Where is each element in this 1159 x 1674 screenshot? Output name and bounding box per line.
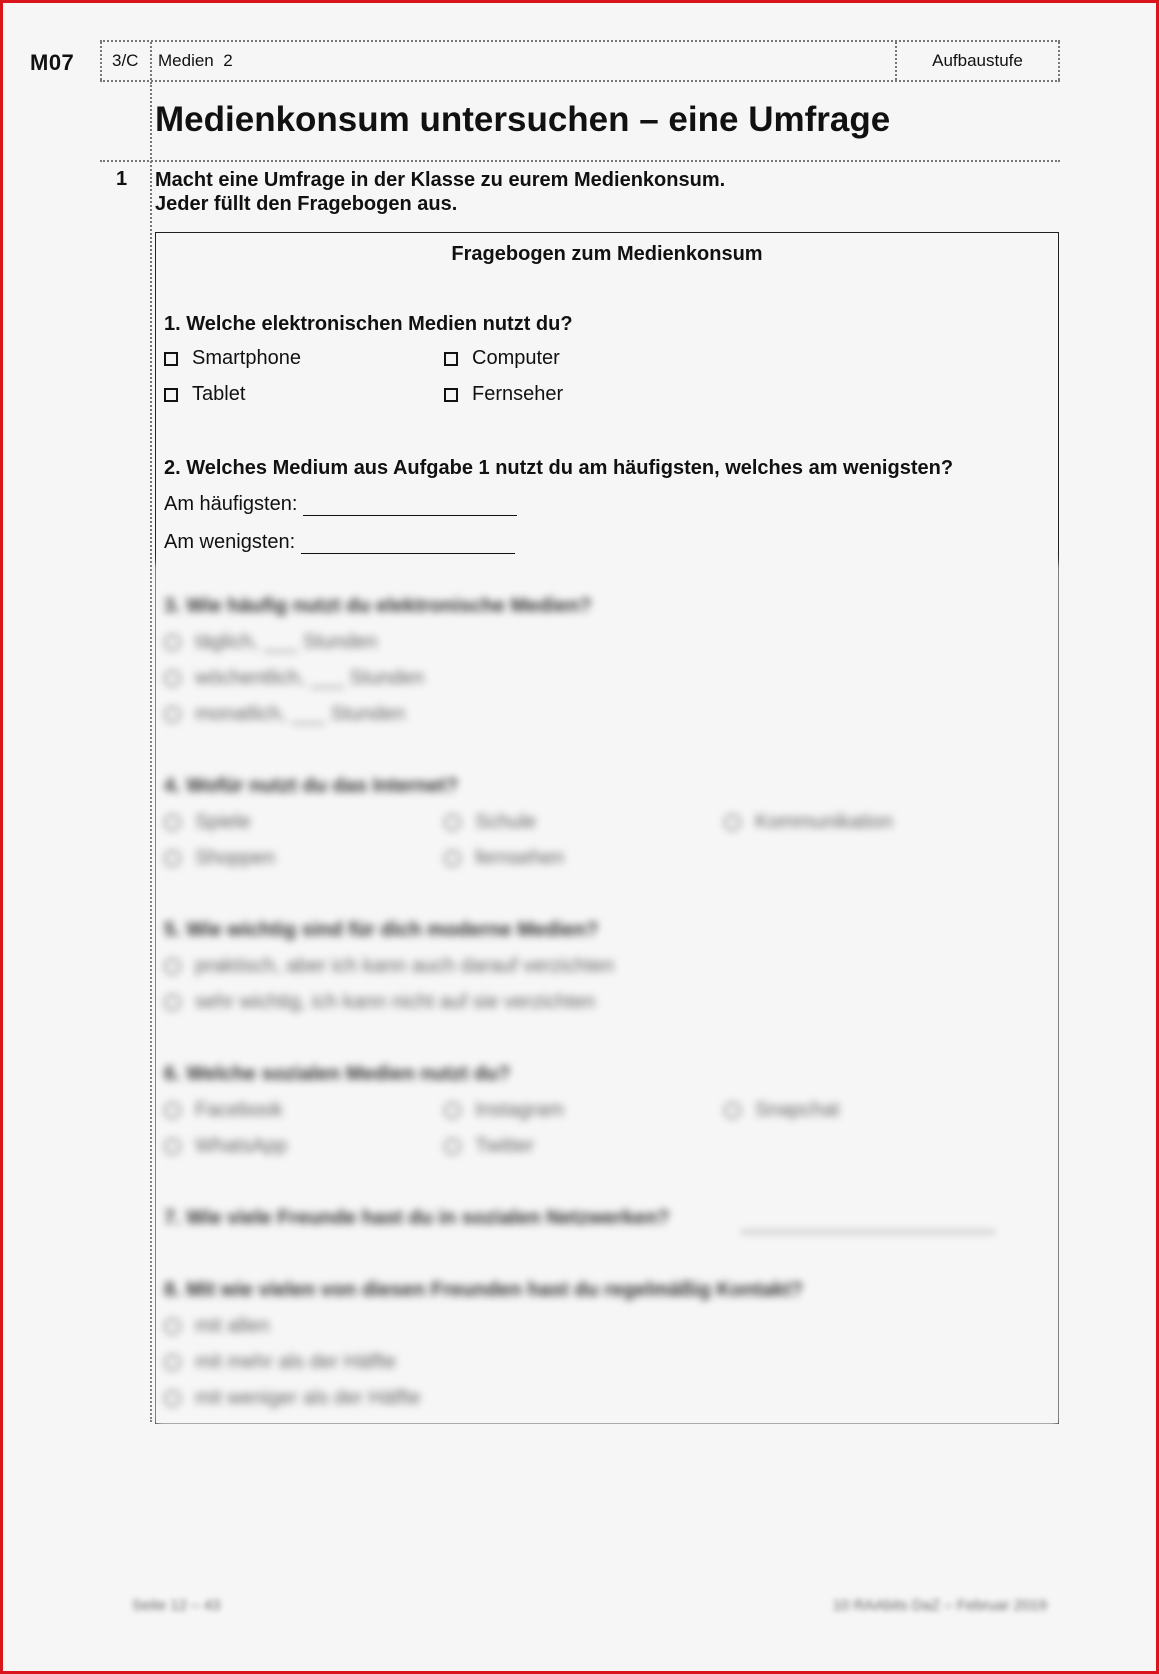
- page-title: Medienkonsum untersuchen – eine Umfrage: [155, 100, 891, 139]
- option-monthly[interactable]: monatlich, ___ Stunden: [164, 703, 405, 726]
- question-5: 5. Wie wichtig sind für dich moderne Medien?: [164, 919, 599, 941]
- checkbox-icon[interactable]: [164, 352, 178, 366]
- grade-level: 3/C: [100, 42, 150, 80]
- subject-label: Medien: [158, 51, 214, 70]
- option-shoppen[interactable]: Shoppen: [164, 847, 275, 870]
- option-smartphone[interactable]: Smartphone: [164, 347, 301, 370]
- radio-icon[interactable]: [444, 1138, 461, 1155]
- option-weekly[interactable]: wöchentlich, ___ Stunden: [164, 667, 424, 690]
- blurred-section: [156, 563, 1058, 1425]
- subject-cell: [150, 42, 233, 80]
- option-fernsehen[interactable]: fernsehen: [444, 847, 564, 870]
- option-weniger-als-haelfte[interactable]: mit weniger als der Hälfte: [164, 1387, 421, 1410]
- margin-divider: [150, 82, 152, 1422]
- level-label: Aufbaustufe: [895, 42, 1060, 80]
- footer-publisher: 10 RAAbits DaZ – Februar 2019: [832, 1597, 1047, 1614]
- title-separator: [100, 160, 1060, 162]
- option-computer[interactable]: Computer: [444, 347, 560, 370]
- option-tablet[interactable]: Tablet: [164, 383, 245, 406]
- option-daily[interactable]: täglich, ___ Stunden: [164, 631, 377, 654]
- radio-icon[interactable]: [164, 1390, 181, 1407]
- most-used-field[interactable]: Am häufigsten:: [164, 493, 517, 516]
- radio-icon[interactable]: [164, 814, 181, 831]
- option-instagram[interactable]: Instagram: [444, 1099, 564, 1122]
- option-schule[interactable]: Schule: [444, 811, 536, 834]
- footer-page-number: Seite 12 – 43: [132, 1597, 221, 1614]
- question-3: 3. Wie häufig nutzt du elektronische Medien?: [164, 595, 592, 617]
- friends-count-line[interactable]: [741, 1231, 995, 1233]
- option-whatsapp[interactable]: WhatsApp: [164, 1135, 287, 1158]
- radio-icon[interactable]: [164, 670, 181, 687]
- option-fernseher[interactable]: Fernseher: [444, 383, 563, 406]
- radio-icon[interactable]: [444, 814, 461, 831]
- radio-icon[interactable]: [164, 634, 181, 651]
- task-line-2: Jeder füllt den Fragebogen aus.: [155, 193, 458, 215]
- radio-icon[interactable]: [164, 706, 181, 723]
- radio-icon[interactable]: [164, 994, 181, 1011]
- option-sehr-wichtig[interactable]: sehr wichtig, ich kann nicht auf sie verzichten: [164, 991, 595, 1014]
- task-line-1: Macht eine Umfrage in der Klasse zu eurem Medienkonsum.: [155, 169, 726, 191]
- question-2: 2. Welches Medium aus Aufgabe 1 nutzt du am häufigsten, welches am wenigsten?: [164, 457, 954, 479]
- header-bar: [100, 40, 1060, 82]
- checkbox-icon[interactable]: [444, 352, 458, 366]
- checkbox-icon[interactable]: [444, 388, 458, 402]
- option-mit-allen[interactable]: mit allen: [164, 1315, 269, 1338]
- radio-icon[interactable]: [164, 1138, 181, 1155]
- questionnaire-box: [155, 232, 1059, 1424]
- option-twitter[interactable]: Twitter: [444, 1135, 534, 1158]
- subject-number: 2: [223, 51, 233, 70]
- question-6: 6. Welche sozialen Medien nutzt du?: [164, 1063, 511, 1085]
- option-praktisch[interactable]: praktisch, aber ich kann auch darauf verzichten: [164, 955, 614, 978]
- questionnaire-title: Fragebogen zum Medienkonsum: [451, 243, 763, 265]
- radio-icon[interactable]: [164, 850, 181, 867]
- question-8: 8. Mit wie vielen von diesen Freunden hast du regelmäßig Kontakt?: [164, 1279, 804, 1301]
- least-used-line[interactable]: [301, 534, 515, 554]
- most-used-line[interactable]: [303, 496, 517, 516]
- radio-icon[interactable]: [164, 1102, 181, 1119]
- task-instructions: [155, 168, 725, 216]
- radio-icon[interactable]: [724, 1102, 741, 1119]
- option-snapchat[interactable]: Snapchat: [724, 1099, 840, 1122]
- least-used-field[interactable]: Am wenigsten:: [164, 531, 515, 554]
- radio-icon[interactable]: [164, 1354, 181, 1371]
- radio-icon[interactable]: [164, 1318, 181, 1335]
- question-1: 1. Welche elektronischen Medien nutzt du?: [164, 313, 573, 335]
- checkbox-icon[interactable]: [164, 388, 178, 402]
- option-facebook[interactable]: Facebook: [164, 1099, 283, 1122]
- material-code: M07: [30, 50, 75, 75]
- option-mehr-als-haelfte[interactable]: mit mehr als der Hälfte: [164, 1351, 396, 1374]
- option-kommunikation[interactable]: Kommunikation: [724, 811, 893, 834]
- radio-icon[interactable]: [444, 1102, 461, 1119]
- task-number: 1: [116, 168, 128, 190]
- option-spiele[interactable]: Spiele: [164, 811, 251, 834]
- radio-icon[interactable]: [724, 814, 741, 831]
- question-7: 7. Wie viele Freunde hast du in sozialen Netzwerken?: [164, 1207, 670, 1229]
- radio-icon[interactable]: [164, 958, 181, 975]
- question-4: 4. Wofür nutzt du das Internet?: [164, 775, 459, 797]
- radio-icon[interactable]: [444, 850, 461, 867]
